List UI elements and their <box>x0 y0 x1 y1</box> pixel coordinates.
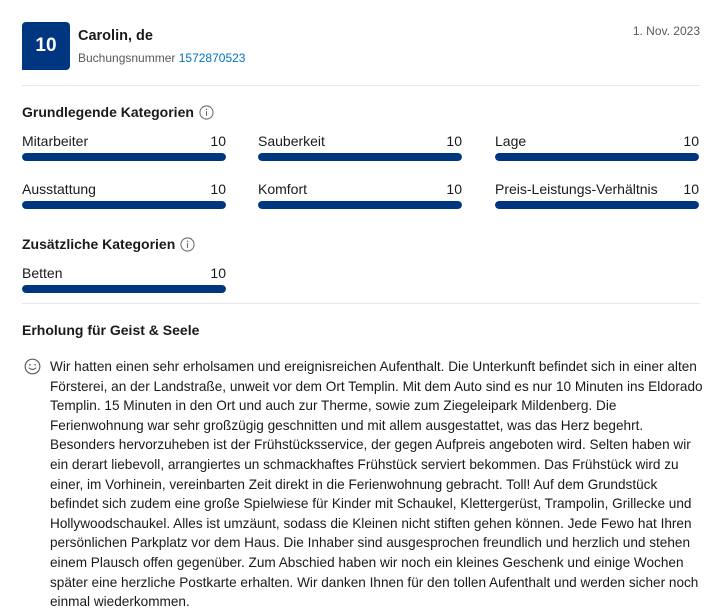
category-label: Ausstattung <box>22 181 96 197</box>
category-ausstattung <box>22 181 226 211</box>
category-betten <box>22 265 226 295</box>
category-label: Komfort <box>258 181 308 197</box>
category-score-bar-fill <box>22 285 226 293</box>
category-score-bar-fill <box>495 201 699 209</box>
divider <box>22 303 700 304</box>
review-score-badge: 10 <box>22 22 70 70</box>
booking-number-row <box>78 51 245 65</box>
category-score: 10 <box>210 265 226 281</box>
category-score-bar <box>22 153 226 161</box>
review-title: Erholung für Geist & Seele <box>22 322 200 338</box>
category-lage <box>495 133 699 163</box>
category-score-bar <box>495 201 699 209</box>
review-header <box>22 22 700 70</box>
info-circle-icon[interactable] <box>180 237 195 252</box>
category-score: 10 <box>210 133 226 149</box>
category-label: Preis-Leistungs-Verhältnis <box>495 181 658 197</box>
category-label: Betten <box>22 265 63 281</box>
booking-number-label: Buchungsnummer <box>78 51 176 65</box>
additional-categories-title-text: Zusätzliche Kategorien <box>22 236 176 252</box>
category-score-bar-fill <box>258 153 462 161</box>
category-score-bar <box>258 201 462 209</box>
category-score: 10 <box>446 181 462 197</box>
category-score: 10 <box>683 133 699 149</box>
category-mitarbeiter <box>22 133 226 163</box>
booking-number-link[interactable]: 1572870523 <box>178 51 246 65</box>
category-label: Sauberkeit <box>258 133 325 149</box>
category-score-bar-fill <box>22 201 226 209</box>
category-score-bar-fill <box>495 153 699 161</box>
category-sauberkeit <box>258 133 462 163</box>
basic-categories-title <box>22 104 214 120</box>
smiley-face-icon <box>24 358 41 375</box>
category-score-bar <box>22 201 226 209</box>
category-label: Lage <box>495 133 527 149</box>
category-score-bar-fill <box>258 201 462 209</box>
category-komfort <box>258 181 462 211</box>
category-score-bar-fill <box>22 153 226 161</box>
category-score-bar <box>258 153 462 161</box>
review-date: 1. Nov. 2023 <box>632 24 700 38</box>
reviewer-name: Carolin, de <box>78 28 153 44</box>
category-score: 10 <box>683 181 699 197</box>
additional-categories-title <box>22 236 195 252</box>
info-circle-icon[interactable] <box>199 105 214 120</box>
category-score: 10 <box>446 133 462 149</box>
basic-categories-title-text: Grundlegende Kategorien <box>22 104 194 120</box>
category-score-bar <box>495 153 699 161</box>
category-label: Mitarbeiter <box>22 133 89 149</box>
review-text: Wir hatten einen sehr erholsamen und ereignisreichen Aufenthalt. Die Unterkunft befindet sich in einer alten Försterei, an der Landstraße, unweit vor dem Ort Templin. Mit dem Auto sind es nur 10 Minuten ins Eldorado Templin. 15 Minuten in den Ort und auch zur Therme, sowie zum Ziegeleipark Mildenberg. Die Ferienwohnung war sehr großzügig geschnitten und mit allem ausgestattet, was das Herz begehrt. Besonders hervorzuheben ist der Frühstücksservice, der gegen Aufpreis angeboten wird. Selten haben wir ein derart liebevoll, arrangiertes un schmackhaftes Frühstück serviert bekommen. Das Frühstück wird zu einer, im Vorhinein, vereinbarten Zeit direkt in die Ferienwohnung gebracht. Toll! Auf dem Grundstück befindet sich zudem eine große Spielwiese für Kinder mit Schaukel, Klettergerüst, Trampolin, Grillecke und Hollywoodschaukel. Alles ist umzäunt, sodass die Kleinen nicht stiften gehen können. Jede Fewo hat Ihren persönlichen Parkplatz vor dem Haus. Die Inhaber sind ausgesprochen freundlich und herzlich und stehen einem Plausch offen gegenüber. Zum Abschied haben wir noch ein kleines Geschenk und einige Wochen später eine herzliche Postkarte erhalten. Wir danken Ihnen für den tollen Aufenthalt und werden sicher noch einmal wiederkommen. <box>50 359 703 610</box>
category-score: 10 <box>210 181 226 197</box>
divider <box>22 85 700 86</box>
category-preis-leistung <box>495 181 699 211</box>
category-score-bar <box>22 285 226 293</box>
